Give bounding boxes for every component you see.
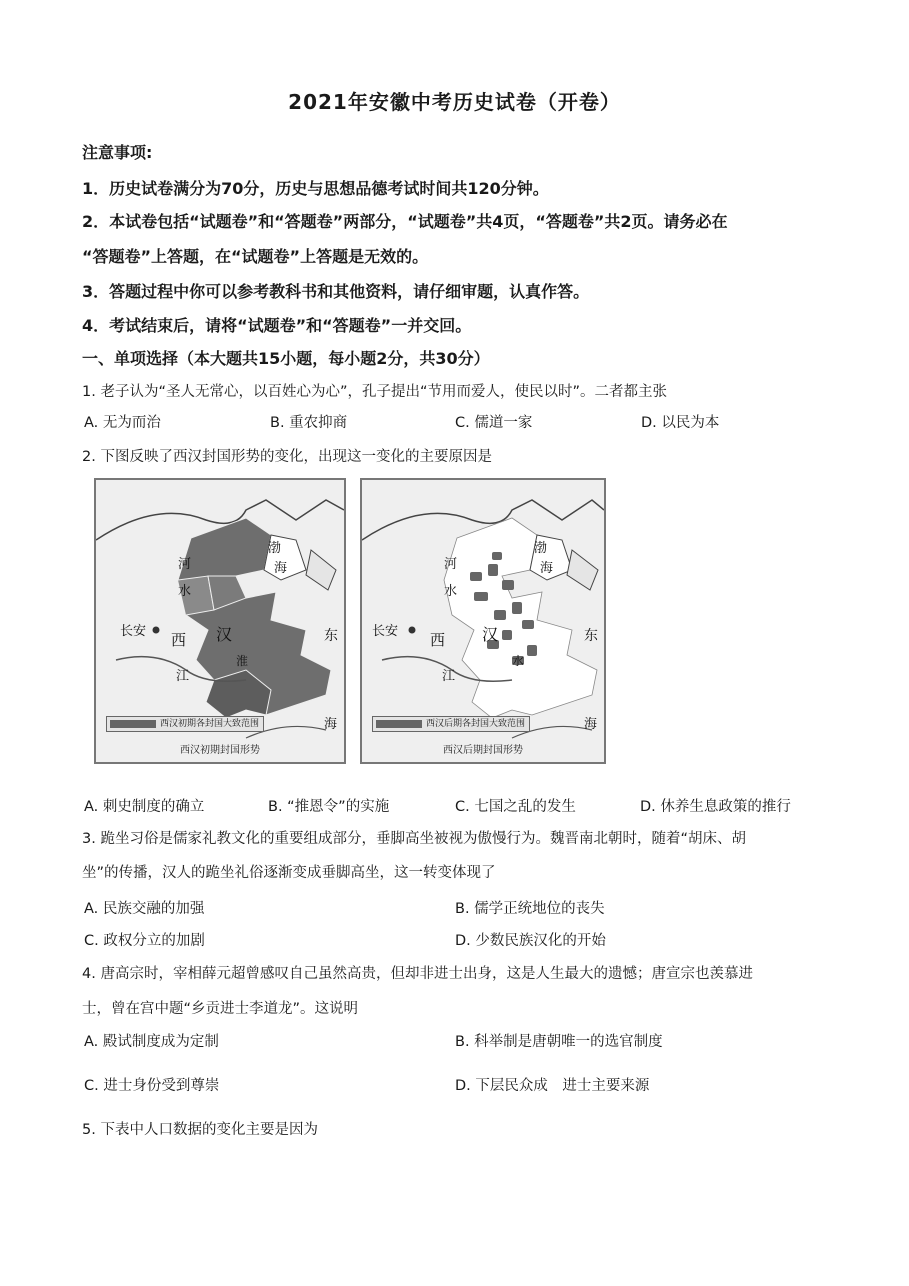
option-d: D. 少数民族汉化的开始	[455, 933, 606, 949]
map-legend	[372, 716, 530, 732]
svg-text:海: 海	[324, 717, 338, 732]
svg-text:渤: 渤	[268, 541, 282, 556]
legend-swatch	[110, 720, 156, 728]
map-caption: 西汉后期封国形势	[443, 745, 523, 756]
notice-item: 4．考试结束后，请将“试题卷”和“答题卷”一并交回。	[82, 316, 472, 335]
svg-text:海: 海	[274, 561, 288, 576]
question-stem: 5. 下表中人口数据的变化主要是因为	[82, 1122, 318, 1138]
option-b: B. 重农抑商	[270, 415, 348, 431]
option-a: A. 无为而治	[84, 415, 161, 431]
option-b: B. 儒学正统地位的丧失	[455, 901, 605, 917]
notice-item: “答题卷”上答题，在“试题卷”上答题是无效的。	[82, 247, 429, 266]
map-legend	[106, 716, 264, 732]
svg-text:西: 西	[430, 631, 446, 649]
option-d: D. 休养生息政策的推行	[640, 799, 791, 815]
notice-item: 3．答题过程中你可以参考教科书和其他资料，请仔细审题，认真作答。	[82, 282, 590, 301]
svg-text:东: 东	[324, 628, 338, 644]
section-heading: 一、单项选择（本大题共15小题，每小题2分，共30分）	[82, 349, 490, 368]
option-d: D. 下层民众成 进士主要来源	[455, 1078, 650, 1094]
question-stem: 3. 跪坐习俗是儒家礼教文化的重要组成部分，垂脚高坐被视为傲慢行为。魏晋南北朝时，随着“胡床、胡	[82, 831, 746, 847]
svg-text:西: 西	[171, 631, 187, 649]
svg-text:江: 江	[176, 669, 190, 684]
svg-text:海: 海	[540, 561, 554, 576]
option-c: C. 进士身份受到尊崇	[84, 1078, 220, 1094]
map-early-han	[94, 478, 346, 764]
svg-text:淮: 淮	[236, 654, 249, 668]
option-b: B. 科举制是唐朝唯一的选官制度	[455, 1034, 663, 1050]
question-stem: 1. 老子认为“圣人无常心，以百姓心为心”，孔子提出“节用而爱人，使民以时”。二者都主张	[82, 384, 667, 400]
option-a: A. 民族交融的加强	[84, 901, 205, 917]
svg-text:渤: 渤	[534, 541, 548, 556]
option-d: D. 以民为本	[641, 415, 720, 431]
option-a: A. 殿试制度成为定制	[84, 1034, 219, 1050]
svg-text:河: 河	[178, 557, 192, 572]
notice-item: 2．本试卷包括“试题卷”和“答题卷”两部分，“试题卷”共4页，“答题卷”共2页。请务必在	[82, 212, 728, 231]
notice-item: 1．历史试卷满分为70分，历史与思想品德考试时间共120分钟。	[82, 179, 549, 198]
map-late-han	[360, 478, 606, 764]
svg-text:东: 东	[584, 628, 598, 644]
option-c: C. 政权分立的加剧	[84, 933, 205, 949]
notice-heading: 注意事项:	[82, 143, 153, 162]
svg-text:水: 水	[178, 584, 192, 599]
map-figure	[94, 478, 606, 764]
svg-text:长安: 长安	[372, 624, 399, 639]
question-stem: 2. 下图反映了西汉封国形势的变化，出现这一变化的主要原因是	[82, 449, 492, 465]
svg-text:长安: 长安	[120, 624, 147, 639]
question-stem: 坐”的传播，汉人的跪坐礼俗逐渐变成垂脚高坐，这一转变体现了	[82, 865, 496, 881]
svg-text:汉: 汉	[482, 625, 499, 644]
svg-text:江: 江	[442, 669, 456, 684]
svg-text:水: 水	[444, 584, 458, 599]
svg-text:河: 河	[444, 557, 458, 572]
legend-label: 西汉后期各封国大致范围	[426, 719, 526, 729]
page-title: 2021年安徽中考历史试卷（开卷）	[288, 90, 621, 114]
map-caption: 西汉初期封国形势	[180, 745, 260, 756]
legend-swatch	[376, 720, 422, 728]
svg-text:水: 水	[512, 654, 525, 668]
option-b: B. “推恩令”的实施	[268, 799, 390, 815]
option-c: C. 儒道一家	[455, 415, 533, 431]
svg-text:汉: 汉	[216, 625, 233, 644]
question-stem: 4. 唐高宗时，宰相薛元超曾感叹自己虽然高贵，但却非进士出身，这是人生最大的遗憾；唐宣宗也羡慕进	[82, 966, 753, 982]
option-c: C. 七国之乱的发生	[455, 799, 576, 815]
question-stem: 士，曾在宫中题“乡贡进士李道龙”。这说明	[82, 1001, 359, 1017]
legend-label: 西汉初期各封国大致范围	[160, 719, 260, 729]
svg-text:海: 海	[584, 717, 598, 732]
option-a: A. 刺史制度的确立	[84, 799, 205, 815]
